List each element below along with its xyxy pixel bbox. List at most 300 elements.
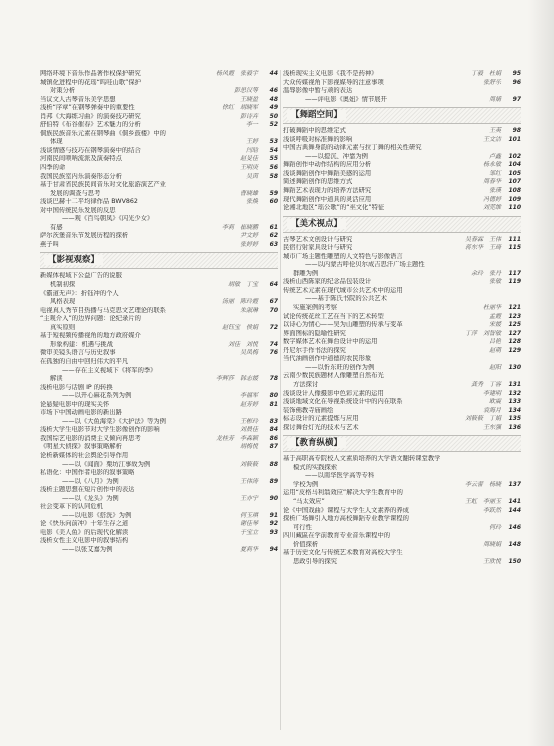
toc-entry[interactable] (40, 392, 278, 401)
toc-entry[interactable] (40, 241, 278, 250)
entry-author: 何玉琪 (239, 511, 258, 519)
entry-title: ——存在主义视域下《将军的季》 (62, 366, 157, 374)
entry-page-number: 150 (508, 557, 521, 565)
entry-author: 赵旻佳 (239, 155, 258, 163)
toc-entry[interactable] (40, 486, 278, 495)
entry-title: 浅谈设计人像摄影中色彩元素的运用 (283, 389, 384, 397)
toc-entry[interactable] (283, 498, 521, 507)
toc-entry[interactable] (283, 472, 521, 481)
toc-entry[interactable] (40, 443, 278, 452)
section-title (287, 110, 346, 120)
entry-title: ——以提沉、冲靠为例 (305, 152, 368, 160)
entry-title: 试论传统花丝工艺在当下的艺术转型 (283, 312, 384, 320)
toc-entry[interactable] (283, 178, 521, 187)
toc-entry[interactable] (283, 541, 521, 550)
entry-author: 刘莞维 (482, 204, 501, 212)
entry-title: 论《快乐向前冲》十年生存之道 (40, 520, 129, 528)
toc-entry[interactable] (283, 295, 521, 304)
toc-entry[interactable] (40, 281, 278, 290)
entry-author: 彭诗卉 (239, 112, 258, 120)
toc-entry[interactable] (283, 196, 521, 205)
entry-title: 对策分析 (50, 87, 76, 95)
entry-page-number: 63 (269, 240, 278, 248)
entry-title: 电视真人秀节目热播与马克思文艺理论的联系 (40, 306, 166, 314)
toc-entry[interactable] (283, 532, 521, 541)
toc-entry[interactable] (283, 330, 521, 339)
entry-page-number: 148 (508, 540, 521, 548)
entry-title: 模式的实践探索 (293, 463, 338, 471)
entry-title: 形象构建：机遇与挑战 (50, 340, 113, 348)
toc-entry[interactable] (283, 407, 521, 416)
entry-title: ——以《八月》为例 (62, 477, 119, 485)
entry-title: 现代舞蹈创作中道具的灵活应用 (283, 195, 372, 203)
entry-author: 朱淑琳 (239, 306, 258, 314)
entry-author: 闫晗 (245, 146, 258, 154)
toc-entry[interactable] (283, 372, 521, 381)
entry-title: ——以南华医学高等专科 (305, 472, 375, 480)
entry-author: 张焕 (245, 198, 258, 206)
toc-entry[interactable] (40, 469, 278, 478)
toc-entry[interactable] (283, 347, 521, 356)
entry-page-number: 88 (269, 460, 278, 468)
toc-entry[interactable] (283, 338, 521, 347)
toc-entry[interactable] (283, 287, 521, 296)
entry-author: 王欣悦 (482, 557, 501, 565)
entry-author: 周晓娟 (482, 540, 501, 548)
entry-author: 胡梅悦 (239, 443, 258, 451)
toc-entry[interactable] (40, 349, 278, 358)
toc-left-column (40, 70, 278, 555)
entry-page-number: 119 (508, 278, 521, 286)
toc-entry[interactable] (40, 529, 278, 538)
entry-title: ——以忻东旺的创作为例 (305, 363, 375, 371)
entry-author: 孟霞 (488, 312, 501, 320)
entry-title: 大众传媒视角下影视媒导的注意事项 (283, 78, 384, 86)
entry-title: ——以《大鱼海棠》《大护法》等为例 (62, 417, 166, 425)
entry-page-number: 127 (508, 329, 521, 337)
entry-author: 王明庚 (239, 164, 258, 172)
entry-title: 舞蹈艺术表现力的培养方法研究 (283, 187, 372, 195)
entry-author: 余玲 张丹 (470, 269, 501, 277)
section-header (283, 107, 521, 124)
toc-entry[interactable] (283, 87, 521, 96)
entry-author: 刘佳 刘悦 (227, 340, 258, 348)
entry-author: 吴春霖 王伟 (464, 235, 501, 243)
entry-author: 赵钰宝 侯娟 (221, 323, 258, 331)
entry-page-number: 91 (269, 511, 278, 519)
toc-entry[interactable] (40, 426, 278, 435)
entry-title: 学校为例 (293, 480, 319, 488)
entry-author: 赵芳婷 (239, 400, 258, 408)
entry-author: 吴凤梅 (239, 349, 258, 357)
entry-author: 宋媛 (488, 321, 501, 329)
entry-author: 王伟涛 (239, 477, 258, 485)
toc-entry[interactable] (40, 452, 278, 461)
entry-author: 龙桂芳 李森颖 (215, 434, 258, 442)
entry-author: 丁萍 刘智敏 (464, 329, 501, 337)
toc-entry[interactable] (40, 290, 278, 299)
entry-author: 杜丽华 (482, 304, 501, 312)
toc-entry[interactable] (283, 79, 521, 88)
entry-page-number: 50 (269, 112, 278, 120)
entry-title: ——基于陈氏书院的公共艺术 (305, 295, 387, 303)
toc-entry[interactable] (283, 278, 521, 287)
toc-entry[interactable] (40, 190, 278, 199)
entry-title: 浅谈舞蹈创作中舞蹈美感的运用 (283, 169, 372, 177)
toc-entry[interactable] (40, 272, 278, 281)
entry-title: 数字媒体艺术在舞台设计中的运用 (283, 338, 378, 346)
toc-entry[interactable] (40, 537, 278, 546)
entry-author: 曹晓雄 (239, 189, 258, 197)
toc-entry[interactable] (40, 104, 278, 113)
section-label: 影视观察 (56, 255, 91, 266)
toc-entry[interactable] (283, 355, 521, 364)
entry-page-number: 136 (508, 423, 521, 431)
entry-title: 思政引导的探究 (293, 557, 338, 565)
entry-title: 中国古典舞身韵的动律元素与拉丁舞的相关性研究 (283, 144, 422, 152)
toc-entry[interactable] (40, 87, 278, 96)
page-fold-shadow (528, 0, 554, 746)
entry-author: 丁毅 杜娟 (470, 70, 501, 77)
entry-title: 装饰佛教寺庙画绘 (283, 406, 334, 414)
section-bracket-right: 】 (90, 255, 100, 266)
entry-title: 论湘北地区“瑶公歌”的“巫文化”特征 (283, 204, 385, 212)
toc-entry[interactable] (283, 455, 521, 464)
entry-title: 当代油画创作中道德的农民形象 (283, 355, 372, 363)
entry-author: 周春华 (482, 178, 501, 186)
section-bracket-right: 】 (333, 110, 343, 121)
entry-title: 论析新媒体的社会舆论引导作用 (40, 451, 129, 459)
entry-title: 浅析大学生电影节对大学生影像创作的影响 (40, 426, 160, 434)
entry-title: 我国综艺电影的消费主义倾向再思考 (40, 434, 141, 442)
entry-author: 周婧 (488, 95, 501, 103)
entry-title: 标志设计的元素提炼与应用 (283, 415, 359, 423)
toc-entry[interactable] (283, 390, 521, 399)
entry-title: 《明星大侦探》叙事策略解析 (40, 443, 122, 451)
toc-entry[interactable] (283, 515, 521, 524)
entry-title: 电影《美人鱼》的后现代化解读 (40, 528, 129, 536)
entry-page-number: 62 (269, 232, 278, 240)
entry-title: 私语化：中国作者电影的叙事策略 (40, 469, 135, 477)
section-bracket-left: 【 (48, 255, 57, 266)
toc-entry[interactable] (40, 409, 278, 418)
toc-entry[interactable] (40, 79, 278, 88)
entry-page-number: 129 (508, 346, 521, 354)
entry-page-number: 76 (269, 349, 278, 357)
toc-entry[interactable] (283, 364, 521, 373)
section-label: 舞蹈空间 (299, 110, 334, 121)
toc-entry[interactable] (40, 173, 278, 182)
toc-entry[interactable] (283, 136, 521, 145)
entry-author: 刘筱筱 (239, 460, 258, 468)
toc-entry[interactable] (283, 261, 521, 270)
entry-author: 何玲 (488, 523, 501, 531)
entry-title: 浅析女性主义电影中的叙事结构 (40, 537, 129, 545)
entry-title: 舞蹈创作中动作结构的应用分析 (283, 161, 372, 169)
toc-entry[interactable] (40, 113, 278, 122)
entry-page-number: 102 (508, 152, 521, 160)
toc-entry[interactable] (283, 558, 521, 567)
toc-entry[interactable] (283, 321, 521, 330)
entry-title: 论悬疑电影中的现实关怀 (40, 400, 110, 408)
entry-title: 浅谈呼吸对标准舞的影响 (283, 135, 353, 143)
entry-title: 界面图标的隐喻性研究 (283, 329, 346, 337)
entry-title: 浅析电影与话剧 IP 的转换 (40, 383, 113, 391)
entry-author: 彭思汉等 (233, 87, 258, 95)
toc-entry[interactable] (40, 358, 278, 367)
entry-author: 汤丽 陈玲霞 (221, 298, 258, 306)
toc-entry[interactable] (40, 503, 278, 512)
toc-entry[interactable] (40, 520, 278, 529)
entry-page-number: 131 (508, 380, 521, 388)
entry-page-number: 92 (269, 520, 278, 528)
entry-title: 肖邦《大海练习曲》的演奏技巧研究 (40, 112, 141, 120)
entry-page-number: 115 (508, 244, 521, 252)
toc-entry[interactable] (283, 253, 521, 262)
toc-entry[interactable] (40, 461, 278, 470)
toc-entry[interactable] (40, 147, 278, 156)
entry-author: 冯德婷 (482, 195, 501, 203)
entry-author: 王彬玲 (239, 417, 258, 425)
entry-author: 欧震 (488, 398, 501, 406)
entry-author: 李跃然 (482, 506, 501, 514)
toc-entry[interactable] (283, 524, 521, 533)
entry-page-number: 93 (269, 528, 278, 536)
toc-entry[interactable] (40, 512, 278, 521)
entry-title: 燕子叫 (40, 240, 59, 248)
toc-entry[interactable] (283, 153, 521, 162)
toc-entry[interactable] (40, 130, 278, 139)
entry-page-number: 70 (269, 306, 278, 314)
toc-entry[interactable] (283, 481, 521, 490)
toc-entry[interactable] (40, 70, 278, 79)
entry-page-number: 123 (508, 312, 521, 320)
toc-entry[interactable] (283, 70, 521, 79)
entry-title: 对中国传统民乐发展的反思 (40, 206, 116, 214)
toc-entry[interactable] (283, 489, 521, 498)
section-header (283, 435, 521, 452)
entry-page-number: 111 (508, 235, 521, 243)
toc-entry[interactable] (40, 315, 278, 324)
entry-author: 李莉 崔晓鹏 (221, 223, 258, 231)
toc-entry[interactable] (283, 549, 521, 558)
entry-title: 机制初探 (50, 281, 76, 289)
entry-page-number: 87 (269, 443, 278, 451)
entry-page-number: 104 (508, 161, 521, 169)
entry-title: 丹尼尔手作书法的探究 (283, 346, 346, 354)
toc-entry[interactable] (283, 424, 521, 433)
entry-title: 简述舞蹈创作的思维方式 (283, 178, 353, 186)
toc-entry[interactable] (40, 546, 278, 555)
toc-entry[interactable] (283, 381, 521, 390)
entry-author: 吴茵 (245, 172, 258, 180)
entry-page-number: 110 (508, 204, 521, 212)
entry-author: 李建明 (482, 389, 501, 397)
entry-title: 城镇化进程中的花瑶“呜哇山歌”保护 (40, 78, 141, 86)
toc-entry[interactable] (283, 313, 521, 322)
entry-author: 袁海月 (482, 406, 501, 414)
entry-title: 传统艺术元素在现代城市公共艺术中的运用 (283, 286, 403, 294)
entry-page-number: 67 (269, 298, 278, 306)
toc-entry[interactable] (40, 324, 278, 333)
toc-entry[interactable] (40, 155, 278, 164)
entry-author: 王文洁 (482, 135, 501, 143)
toc-entry[interactable] (40, 298, 278, 307)
toc-entry[interactable] (40, 207, 278, 216)
toc-entry[interactable] (283, 244, 521, 253)
entry-title: 体现 (50, 138, 63, 146)
toc-entry[interactable] (283, 507, 521, 516)
entry-title: ——以张艾嘉为例 (62, 545, 113, 553)
toc-entry[interactable] (283, 304, 521, 313)
entry-author: 张敏 (488, 278, 501, 286)
entry-page-number: 144 (508, 506, 521, 514)
section-header (40, 252, 278, 269)
entry-page-number: 135 (508, 415, 521, 423)
entry-page-number: 90 (269, 494, 278, 502)
entry-page-number: 128 (508, 338, 521, 346)
entry-title: 发展的调查与思考 (50, 189, 101, 197)
toc-entry[interactable] (40, 96, 278, 105)
toc-entry[interactable] (40, 435, 278, 444)
toc-entry[interactable] (40, 198, 278, 207)
toc-entry[interactable] (283, 415, 521, 424)
entry-author: 李一 (245, 121, 258, 129)
entry-page-number: 94 (269, 545, 278, 553)
entry-title: 网络环境下音乐作品著作权保护研究 (40, 70, 141, 77)
toc-entry[interactable] (283, 270, 521, 279)
section-bracket-left: 【 (291, 438, 300, 449)
entry-author: 王亦宁 (239, 494, 258, 502)
entry-title: 打破舞蹈中的思维定式 (283, 127, 346, 135)
toc-entry[interactable] (40, 478, 278, 487)
entry-page-number: 48 (269, 95, 278, 103)
entry-title: 四季的命 (40, 164, 66, 172)
toc-entry[interactable] (40, 224, 278, 233)
entry-page-number: 105 (508, 169, 521, 177)
entry-title: 舒伯特《布谷催春》艺术魅力的分析 (40, 121, 141, 129)
entry-title: 运用“皮格马利翁效应”解决大学生教育中的 (283, 489, 403, 497)
entry-title: 浅析主题思想在短片创作中的表达 (40, 486, 135, 494)
section-label: 教育纵横 (299, 438, 334, 449)
entry-page-number: 49 (269, 104, 278, 112)
section-header (283, 216, 521, 233)
toc-entry[interactable] (40, 138, 278, 147)
entry-title: 新媒体视域下公益广告的说服 (40, 272, 122, 280)
toc-entry[interactable] (40, 401, 278, 410)
entry-title: ——以《闻面》栗坊江事故为例 (62, 460, 151, 468)
entry-page-number: 80 (269, 392, 278, 400)
entry-title: 浅谈地域文化在导视系统设计中的内在联系 (283, 398, 403, 406)
entry-author: 吕艳 (488, 338, 501, 346)
toc-entry[interactable] (40, 341, 278, 350)
entry-title: ——评电影《奥妞》情节展开 (305, 95, 387, 103)
entry-page-number: 54 (269, 146, 278, 154)
entry-page-number: 137 (508, 480, 521, 488)
toc-entry[interactable] (283, 144, 521, 153)
toc-entry[interactable] (40, 307, 278, 316)
toc-entry[interactable] (283, 127, 521, 136)
toc-entry[interactable] (283, 96, 521, 105)
entry-author: 于宝立 (239, 528, 258, 536)
entry-page-number: 95 (512, 70, 521, 77)
entry-author: 赵萌 (488, 346, 501, 354)
entry-page-number: 109 (508, 195, 521, 203)
page-top-margin (0, 0, 554, 62)
entry-page-number: 141 (508, 497, 521, 505)
entry-page-number: 132 (508, 389, 521, 397)
entry-title: 河南民间唢呐流派及演奏特点 (40, 155, 122, 163)
toc-entry[interactable] (40, 495, 278, 504)
entry-title: 基于甘肃省民族民间音乐对文化旅游演艺产业 (40, 181, 166, 189)
toc-entry[interactable] (40, 418, 278, 427)
entry-page-number: 117 (508, 269, 521, 277)
entry-page-number: 55 (269, 155, 278, 163)
toc-entry[interactable] (40, 181, 278, 190)
entry-title: ——观《百鸟朝凤》《闪光少女》 (62, 215, 154, 223)
toc-entry[interactable] (40, 375, 278, 384)
toc-entry[interactable] (40, 367, 278, 376)
entry-page-number: 146 (508, 523, 521, 531)
entry-title: 可行性 (293, 523, 312, 531)
entry-author: 蒋东华 王琦 (464, 244, 501, 252)
toc-entry[interactable] (283, 170, 521, 179)
entry-page-number: 56 (269, 164, 278, 172)
toc-entry[interactable] (283, 398, 521, 407)
entry-author: 尹文婷 (239, 232, 258, 240)
toc-entry[interactable] (40, 332, 278, 341)
entry-title: 浅谈情感与技巧在钢琴演奏中的结合 (40, 146, 141, 154)
entry-page-number: 72 (269, 323, 278, 331)
entry-page-number: 81 (269, 400, 278, 408)
entry-author: 胡敏 丁宝 (227, 281, 258, 289)
entry-page-number: 98 (512, 127, 521, 135)
entry-title: 微审美镜头语言与历史叙事 (40, 349, 116, 357)
entry-author: 卢鑫 (488, 152, 501, 160)
entry-title: 基于历史文化与传统艺术教育对高校大学生 (283, 549, 403, 557)
entry-page-number: 74 (269, 340, 278, 348)
entry-author: 李云蕾 杨晓 (464, 480, 501, 488)
entry-page-number: 121 (508, 304, 521, 312)
entry-author: 张瑛 (488, 187, 501, 195)
entry-title: 探析广场舞引入地方高校舞蹈专业教学课程的 (283, 515, 409, 523)
toc-entry[interactable] (40, 232, 278, 241)
entry-page-number: 89 (269, 477, 278, 485)
toc-entry[interactable] (283, 204, 521, 213)
entry-page-number: 44 (269, 70, 278, 77)
entry-title: 以诗心为情心——吴为山雕塑的传承与变革 (283, 321, 403, 329)
toc-entry[interactable] (283, 464, 521, 473)
entry-title: 探讨舞台灯光的技术与艺术 (283, 423, 359, 431)
toc-entry[interactable] (283, 161, 521, 170)
toc-entry[interactable] (40, 121, 278, 130)
entry-title: 社会变革下的认同危机 (40, 503, 103, 511)
toc-entry[interactable] (40, 384, 278, 393)
entry-author: 王晓盈 (239, 95, 258, 103)
section-label: 美术视点 (299, 218, 334, 229)
section-bracket-right: 】 (333, 218, 343, 229)
toc-entry[interactable] (40, 164, 278, 173)
toc-entry[interactable] (283, 187, 521, 196)
toc-entry[interactable] (283, 236, 521, 245)
entry-page-number: 130 (508, 363, 521, 371)
entry-title: 市场下中国动画电影的新出路 (40, 409, 122, 417)
entry-author: 邹红 (488, 169, 501, 177)
entry-page-number: 86 (269, 434, 278, 442)
entry-author: 徐红 胡晓军 (221, 104, 258, 112)
entry-page-number: 133 (508, 398, 521, 406)
toc-entry[interactable] (40, 215, 278, 224)
